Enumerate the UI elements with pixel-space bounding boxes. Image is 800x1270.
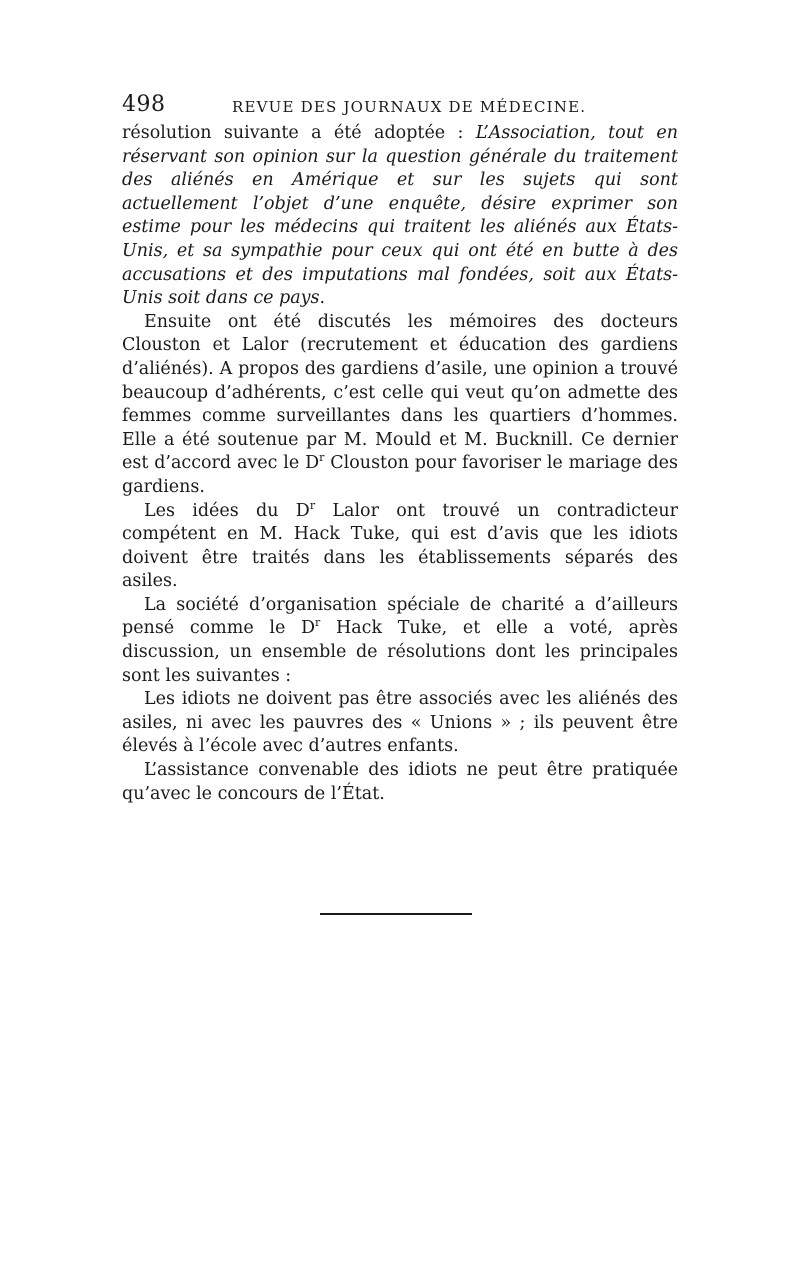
superscript: r (319, 451, 325, 465)
text-run: Clouston pour favoriser le mariage des gardiens. (122, 453, 678, 497)
running-head (122, 92, 678, 122)
paragraph-societe (122, 594, 678, 688)
running-title: REVUE DES JOURNAUX DE MÉDECINE. (232, 98, 587, 116)
text-run-italic: L’Association, tout en réservant son opinion sur la question générale du traitement des aliénés en Amérique et sur les sujets qui sont actuellement l’objet d’une enquête, désire exprimer son estime pour les médecins qui traitent les aliénés aux États-Unis, et sa sympathie pour ceux qui ont été en butte à des accusations et des imputations mal fondées, soit aux États-Unis soit dans ce pays (122, 123, 678, 309)
paragraph-resolution (122, 122, 678, 311)
text-run: Hack Tuke, et elle a voté, après discussion, un ensemble de résolutions dont les principales sont les suivantes : (122, 618, 678, 686)
superscript: r (309, 498, 316, 512)
text-run: Les idées du D (144, 500, 310, 521)
paragraph-assistance (122, 759, 678, 806)
body-text (122, 122, 678, 806)
book-page (122, 92, 678, 806)
text-run: Lalor ont trouvé un contradicteur compétent en M. Hack Tuke, qui est d’avis que les idiots doivent être traités dans les établissements séparés des asiles. (122, 500, 678, 592)
text-run: La société d’organisation spéciale de charité a d’ailleurs pensé comme le D (122, 594, 678, 639)
text-run: Les idiots ne doivent pas être associés avec les aliénés des asiles, ni avec les pauvres des « Unions » ; ils peuvent être élevés à l’école avec d’autres enfants. (122, 689, 678, 757)
page-number: 498 (122, 92, 166, 117)
text-run: L’assistance convenable des idiots ne peut être pratiquée qu’avec le concours de l’État. (122, 760, 678, 804)
superscript: r (315, 616, 321, 630)
paragraph-gardiens (122, 311, 678, 500)
paragraph-lalor (122, 500, 678, 594)
section-rule (320, 913, 472, 915)
text-run: Ensuite ont été discutés les mémoires des docteurs Clouston et Lalor (recrutement et éducation des gardiens d’aliénés). A propos des gardiens d’asile, une opinion a trouvé beaucoup d’adhérents, c’est celle qui veut qu’on admette des femmes comme surveillantes dans les quartiers d’hommes. Elle a été soutenue par M. Mould et M. Bucknill. Ce dernier est d’accord avec le D (122, 311, 678, 474)
text-run: . (319, 288, 326, 309)
text-run: résolution suivante a été adoptée : (122, 123, 476, 143)
paragraph-idiots (122, 688, 678, 759)
